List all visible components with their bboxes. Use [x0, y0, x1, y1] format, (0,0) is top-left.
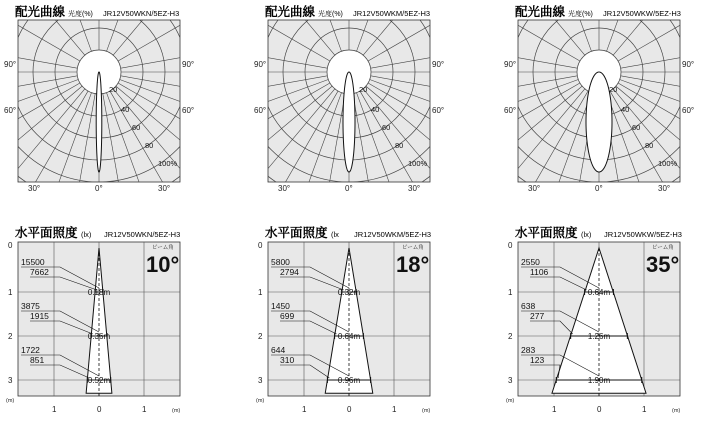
y-tick-label: 1: [508, 288, 513, 297]
beam-angle-caption: ビーム角: [652, 245, 674, 251]
beam-diameter-label: 0.52m: [87, 376, 111, 385]
y-tick-label: 2: [258, 332, 263, 341]
beam-diameter-label: 0.36m: [87, 332, 111, 341]
polar-panel-2: [149, 0, 549, 272]
polar-model: JR12V50WKM/5EZ-H3: [353, 9, 431, 18]
polar-angle-label: 90°: [432, 60, 445, 69]
beam-diameter-label: 1.26m: [587, 332, 611, 341]
beam-diameter-label: 1.90m: [587, 376, 611, 385]
edge-illuminance-value: 1915: [30, 311, 49, 321]
x-tick-label: 0: [347, 405, 352, 414]
light-distribution-curve: [343, 72, 355, 172]
beam-diameter-label: 0.32m: [337, 288, 361, 297]
polar-angle-label: 60°: [4, 106, 17, 115]
y-tick-label: 2: [508, 332, 513, 341]
polar-radial-label: 100%: [658, 159, 678, 168]
beam-angle-value: 18°: [396, 252, 430, 277]
edge-illuminance-value: 7662: [30, 267, 49, 277]
center-illuminance-value: 15500: [21, 257, 45, 267]
edge-illuminance-value: 123: [530, 355, 545, 365]
beam-diameter-label: 0.64m: [337, 332, 361, 341]
polar-radial-label: 80: [395, 141, 404, 150]
y-unit-label: (m): [6, 398, 15, 404]
illuminance-model: JR12V50WKW/5EZ-H3: [604, 230, 682, 239]
polar-angle-label: 60°: [182, 106, 195, 115]
polar-title: 配光曲線: [265, 4, 316, 19]
center-illuminance-value: 283: [521, 345, 536, 355]
center-illuminance-value: 638: [521, 301, 536, 311]
center-illuminance-value: 5800: [271, 257, 290, 267]
polar-title: 配光曲線: [15, 4, 66, 19]
y-tick-label: 3: [8, 376, 13, 385]
edge-illuminance-value: 699: [280, 311, 295, 321]
polar-model: JR12V50WKN/5EZ-H3: [103, 9, 180, 18]
beam-diameter-label: 0.18m: [87, 288, 111, 297]
illuminance-title: 水平面照度: [515, 225, 578, 240]
y-tick-label: 0: [8, 241, 13, 250]
polar-angle-label: 30°: [158, 184, 171, 193]
polar-angle-label: 30°: [658, 184, 671, 193]
polar-radial-label: 60: [382, 123, 391, 132]
polar-radial-label: 20: [109, 85, 118, 94]
polar-radial-label: 40: [371, 105, 380, 114]
y-tick-label: 2: [8, 332, 13, 341]
x-tick-label: 1: [142, 405, 147, 414]
polar-angle-label: 30°: [408, 184, 421, 193]
polar-angle-label: 30°: [528, 184, 541, 193]
x-unit-label: (m): [172, 408, 181, 414]
center-illuminance-value: 2550: [521, 257, 540, 267]
x-unit-label: (m): [422, 408, 431, 414]
beam-diameter-label: 0.96m: [337, 376, 361, 385]
polar-unit: 光度(%): [568, 11, 593, 18]
polar-angle-label: 60°: [504, 106, 517, 115]
illuminance-title: 水平面照度: [265, 225, 328, 240]
polar-angle-label: 90°: [504, 60, 517, 69]
x-tick-label: 1: [392, 405, 397, 414]
center-illuminance-value: 1450: [271, 301, 290, 311]
illuminance-title: 水平面照度: [15, 225, 78, 240]
light-distribution-curve: [96, 72, 102, 172]
center-illuminance-value: 644: [271, 345, 286, 355]
y-tick-label: 1: [8, 288, 13, 297]
polar-angle-label: 90°: [254, 60, 267, 69]
polar-radial-label: 80: [145, 141, 154, 150]
x-unit-label: (m): [672, 408, 681, 414]
y-tick-label: 0: [258, 241, 263, 250]
edge-illuminance-value: 1106: [530, 267, 549, 277]
polar-angle-label: 90°: [4, 60, 17, 69]
beam-angle-value: 35°: [646, 252, 680, 277]
beam-diameter-label: 0.64m: [587, 288, 611, 297]
polar-model: JR12V50WKW/5EZ-H3: [603, 9, 681, 18]
illuminance-unit: (lx: [331, 230, 339, 239]
beam-angle-value: 10°: [146, 252, 180, 277]
polar-angle-label: 30°: [278, 184, 291, 193]
x-tick-label: 1: [642, 405, 647, 414]
polar-radial-label: 60: [632, 123, 641, 132]
polar-radial-label: 40: [621, 105, 630, 114]
polar-title: 配光曲線: [515, 4, 566, 19]
polar-radial-label: 60: [132, 123, 141, 132]
polar-angle-label: 60°: [432, 106, 445, 115]
illuminance-panel-1: [6, 225, 180, 414]
polar-radial-label: 100%: [158, 159, 178, 168]
polar-angle-label: 90°: [682, 60, 695, 69]
polar-angle-label: 30°: [28, 184, 41, 193]
illuminance-panel-3: [506, 225, 682, 414]
polar-angle-label: 0°: [595, 184, 603, 193]
y-tick-label: 1: [258, 288, 263, 297]
polar-angle-label: 90°: [182, 60, 195, 69]
polar-angle-label: 0°: [95, 184, 103, 193]
polar-radial-label: 40: [121, 105, 130, 114]
illuminance-unit: (lx): [81, 230, 92, 239]
y-tick-label: 3: [508, 376, 513, 385]
edge-illuminance-value: 2794: [280, 267, 299, 277]
polar-unit: 光度(%): [68, 11, 93, 18]
illuminance-model: JR12V50WKM/5EZ-H3: [354, 230, 432, 239]
polar-radial-label: 20: [359, 85, 368, 94]
edge-illuminance-value: 277: [530, 311, 545, 321]
edge-illuminance-value: 310: [280, 355, 295, 365]
polar-unit: 光度(%): [318, 11, 343, 18]
x-tick-label: 1: [52, 405, 57, 414]
polar-angle-label: 0°: [345, 184, 353, 193]
beam-angle-caption: ビーム角: [402, 245, 424, 251]
polar-angle-label: 60°: [682, 106, 695, 115]
edge-illuminance-value: 851: [30, 355, 45, 365]
x-tick-label: 1: [552, 405, 557, 414]
polar-radial-label: 80: [645, 141, 654, 150]
x-tick-label: 1: [302, 405, 307, 414]
y-tick-label: 0: [508, 241, 513, 250]
illuminance-unit: (lx): [581, 230, 592, 239]
x-tick-label: 0: [97, 405, 102, 414]
y-unit-label: (m): [256, 398, 265, 404]
center-illuminance-value: 1722: [21, 345, 40, 355]
polar-radial-label: 20: [609, 85, 618, 94]
polar-angle-label: 60°: [254, 106, 267, 115]
y-tick-label: 3: [258, 376, 263, 385]
x-tick-label: 0: [597, 405, 602, 414]
center-illuminance-value: 3875: [21, 301, 40, 311]
illuminance-panel-2: [256, 225, 431, 414]
beam-angle-caption: ビーム角: [152, 245, 174, 251]
y-unit-label: (m): [506, 398, 515, 404]
polar-grid: [149, 0, 549, 272]
illuminance-model: JR12V50WKN/5EZ-H3: [104, 230, 181, 239]
polar-radial-label: 100%: [408, 159, 428, 168]
